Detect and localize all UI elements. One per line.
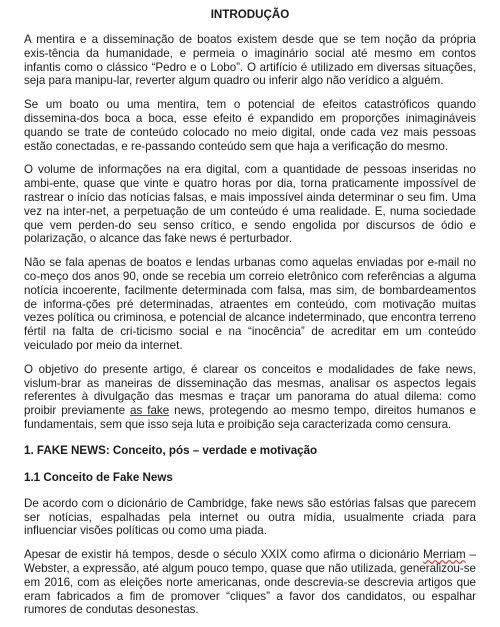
grammar-flagged-text: as fake [130,404,170,418]
intro-paragraph-1: A mentira e a disseminação de boatos existem desde que se tem noção da própria exis-tência da humanidade, e permeia o imaginário social até mesmo em contos infantis como o clássico “Pedro e o Lobo”. O artifício é utilizado em diversas situações, seja para manipu-lar, reverter algum quadro ou inferir algo não verídico a alguém. [24,33,476,88]
objective-paragraph [24,363,476,432]
cambridge-paragraph: De acordo com o dicionário de Cambridge, fake news são estórias falsas que parecem ser notícias, espalhadas pela internet ou outra mídia, usualmente criada para influenciar visões políticas ou como uma piada. [24,496,476,538]
objective-text-start: O objetivo do presente artigo, é clarear os conceitos e modalidades de fake news, vislum-brar as maneiras de disseminação das mesmas, analisar os aspectos legais referentes à divulgação das mesmas e traçar um panorama do atual dilema: como proibir previamente [24,362,476,418]
merriam-text-end: – Webster, a expressão, até algum pouco tempo, quase que não utilizada, generalizou-se em 2016, com as eleições norte americanas, onde descrevia-se descrevia artigos que eram fabricados a fim de promover “cliques” a favor dos candidatos, ou espalhar rumores de condutas desonestas. [24,548,476,617]
merriam-paragraph [24,548,476,617]
merriam-text-start: Apesar de existir há tempos, desde o século XXIX como afirma o dicionário [24,548,424,562]
spelling-flagged-text: Merriam [423,548,466,562]
section-heading: 1. FAKE NEWS: Conceito, pós – verdade e motivação [24,443,318,457]
intro-paragraph-2: Se um boato ou uma mentira, tem o potencial de efeitos catastróficos quando dissemina-dos boca a boca, esse efeito é expandido em proporções inimagináveis quando se trate de conteúdo colocado no meio digital, onde cada vez mais pessoas estão conectadas, e re-passando conteúdo sem que haja a verificação do mesmo. [24,98,476,153]
intro-paragraph-4: Não se fala apenas de boatos e lendas urbanas como aquelas enviadas por e-mail no co-meço dos anos 90, onde se recebia um correio eletrônico com referências a alguma notícia incoerente, facilmente determinada com falsa, mas sim, de bombardeamentos de informa-ções pré determinadas, atraentes em conteúdo, com motivação muitas vezes política ou criminosa, e potencial de alcance indeterminado, que encontra terreno fértil na falta de cri-ticismo social e na “inocência” de acreditar em um conteúdo veiculado por meio da internet. [24,256,476,352]
intro-paragraph-3: O volume de informações na era digital, com a quantidade de pessoas inseridas no ambi-ente, quase que vinte e quatro horas por dia, torna praticamente impossível de rastrear o início das notícias falsas, e mais impossível ainda determinar o seu fim. Uma vez na inter-net, a perpetuação de um conteúdo é uma realidade. E, numa sociedade que vem perden-do seu senso crítico, e sendo engolida por discursos de ódio e polarização, o alcance das fake news é perturbador. [24,163,476,246]
document-title: INTRODUÇÃO [210,8,290,21]
document-page [24,8,476,627]
objective-text-end: news, protegendo ao mesmo tempo, direitos humanos e fundamentais, sem que isso seja luta e proibição seja caracterizada como censura. [24,404,476,431]
subsection-heading: 1.1 Conceito de Fake News [24,470,173,484]
